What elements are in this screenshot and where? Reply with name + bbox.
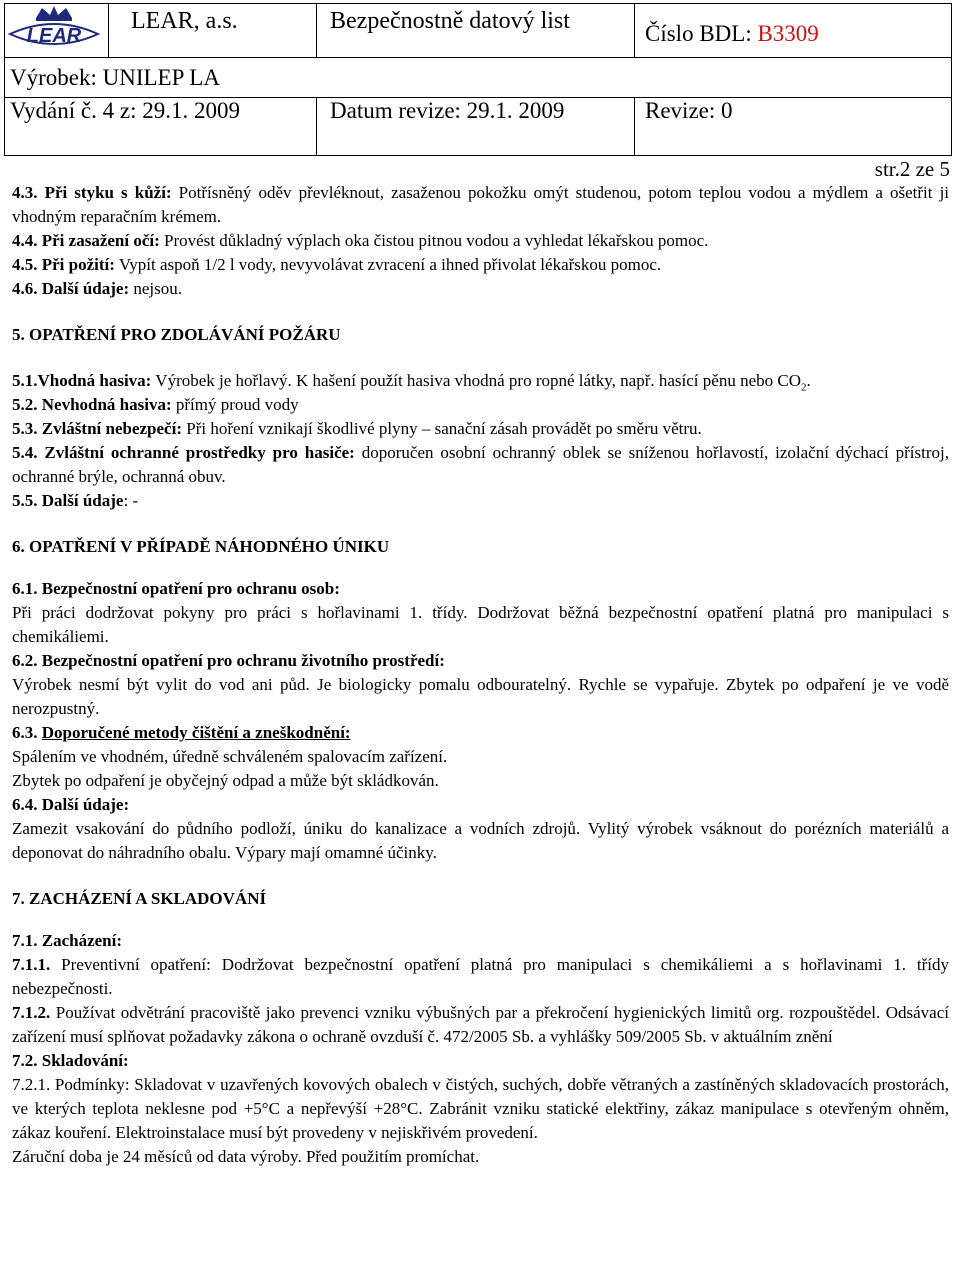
section-number: 5.3. (12, 419, 42, 438)
section-4-3 (12, 181, 949, 229)
revision-date: Datum revize: 29.1. 2009 (330, 98, 565, 123)
section-4-5 (12, 253, 949, 277)
header-divider (108, 3, 109, 58)
header-border-right (951, 3, 952, 156)
header-divider (634, 3, 635, 58)
section-title: Zacházení: (41, 931, 123, 950)
section-number: 5.2. (12, 395, 42, 414)
section-title: Nevhodná hasiva: (41, 395, 172, 414)
section-number: 6.2. (12, 651, 42, 670)
bdl-number (645, 21, 819, 47)
lear-logo (6, 4, 102, 52)
section-6-3-text: Spálením ve vhodném, úředně schváleném spalovacím zařízení. (12, 747, 448, 766)
section-text: Preventivní opatření: Dodržovat bezpečnostní opatření platná pro manipulaci s chemikáliemi a s hořlavinami 1. třídy nebezpečnosti. (12, 955, 949, 998)
section-number: 7.1.2. (12, 1003, 51, 1022)
section-number: 4.4. (12, 231, 42, 250)
page-number: str.2 ze 5 (874, 157, 950, 181)
section-number: 7.1. (12, 931, 42, 950)
section-title: Při zasažení očí: (41, 231, 160, 250)
section-text: : - (123, 491, 139, 510)
header-border-left (4, 3, 5, 156)
section-7-1-1 (12, 953, 949, 1001)
spacer (12, 559, 949, 577)
section-number: 4.5. (12, 255, 42, 274)
section-title: Zvláštní ochranné prostředky pro hasiče: (44, 443, 355, 462)
header-border-top (4, 3, 952, 4)
section-title: Bezpečnostní opatření pro ochranu životního prostředí: (41, 651, 445, 670)
section-5-5 (12, 489, 949, 513)
section-text: Při hoření vznikají škodlivé plyny – sanační zásah provádět po směru větru. (182, 419, 702, 438)
section-number: 7.2. (12, 1051, 42, 1070)
revision-number: Revize: 0 (645, 98, 733, 123)
spacer (12, 513, 949, 535)
section-5-3 (12, 417, 949, 441)
section-title: Bezpečnostní opatření pro ochranu osob: (41, 579, 340, 598)
heading-section-5: 5. OPATŘENÍ PRO ZDOLÁVÁNÍ POŽÁRU (12, 325, 341, 344)
section-text: doporučen osobní ochranný oblek se sníženou hořlavostí, izolační dýchací přístroj, ochranné brýle, ochranná obuv. (12, 443, 949, 486)
section-6-1 (12, 577, 949, 601)
section-number: 4.6. (12, 279, 42, 298)
bdl-label: Číslo BDL: (645, 21, 758, 46)
section-text: . (806, 371, 811, 390)
section-6-4 (12, 793, 949, 817)
section-title: Skladování: (41, 1051, 129, 1070)
section-7-2-1: 7.2.1. Podmínky: Skladovat v uzavřených kovových obalech v čistých, suchých, dobře větraných a zastíněných skladovacích prostorách, ve kterých teplota neklesne pod +5°C a nepřevýší +28°C. Zabránit vzniku statické elektřiny, zákaz manipulace s otevřeným ohněm, zákaz kouření. Elektroinstalace musí být provedeny v nejiskřivém provedení. (12, 1075, 949, 1142)
section-4-4 (12, 229, 949, 253)
section-number: 6.1. (12, 579, 42, 598)
warranty-note: Záruční doba je 24 měsíců od data výroby. Před použitím promíchat. (12, 1147, 480, 1166)
section-text: nejsou. (129, 279, 183, 298)
section-title: Při styku s kůží: (44, 183, 172, 202)
company-name: LEAR, a.s. (131, 8, 238, 34)
section-title: Zvláštní nebezpečí: (41, 419, 182, 438)
spacer (12, 301, 949, 323)
section-5-4 (12, 441, 949, 489)
section-6-2 (12, 649, 949, 673)
section-7-2 (12, 1049, 949, 1073)
section-text: Potřísněný oděv převléknout, zasaženou pokožku omýt studenou, potom teplou vodou a mýdlem a ošetřit ji vhodným reparačním krémem. (12, 183, 950, 226)
header-border-bottom (4, 155, 952, 156)
section-6-2-text: Výrobek nesmí být vylit do vod ani půd. Je biologicky pomalu odbouratelný. Rychle se vypařuje. Zbytek po odpaření je ve vodě nerozpustný. (12, 675, 949, 718)
section-text: Provést důkladný výplach oka čistou pitnou vodou a vyhledat lékařskou pomoc. (159, 231, 709, 250)
section-title: Další údaje (41, 491, 124, 510)
header-divider (4, 57, 952, 58)
heading-section-7: 7. ZACHÁZENÍ A SKLADOVÁNÍ (12, 889, 267, 908)
heading-section-6: 6. OPATŘENÍ V PŘÍPADĚ NÁHODNÉHO ÚNIKU (12, 537, 390, 556)
issue-info: Vydání č. 4 z: 29.1. 2009 (10, 98, 240, 123)
section-number: 5.4. (12, 443, 45, 462)
section-number: 5.5. (12, 491, 42, 510)
header-divider (316, 3, 317, 58)
header-divider (634, 97, 635, 156)
section-text: Výrobek je hořlavý. K hašení použít hasiva vhodná pro ropné látky, např. hasící pěnu nebo CO (151, 371, 801, 390)
section-number: 6.4. (12, 795, 42, 814)
doc-type: Bezpečnostně datový list (330, 8, 570, 34)
section-text: přímý proud vody (171, 395, 299, 414)
spacer (12, 911, 949, 929)
document-header (0, 0, 960, 156)
section-title: Při požití: (41, 255, 115, 274)
bdl-value: B3309 (757, 21, 819, 46)
section-title: Doporučené metody čištění a zneškodnění: (41, 723, 351, 742)
document-body (12, 181, 949, 1169)
spacer (12, 865, 949, 887)
section-6-3 (12, 721, 949, 745)
spacer (12, 347, 949, 369)
section-6-4-text: Zamezit vsakování do půdního podloží, úniku do kanalizace a vodních zdrojů. Vylitý výrobek vsáknout do porézních materiálů a deponovat do náhradního obalu. Výpary mají omamné účinky. (12, 819, 949, 862)
section-text: Vypít aspoň 1/2 l vody, nevyvolávat zvracení a ihned přivolat lékařskou pomoc. (114, 255, 662, 274)
section-4-6 (12, 277, 949, 301)
section-text: Používat odvětrání pracoviště jako prevenci vzniku výbušných par a překročení hygienických limitů org. rozpouštědel. Odsávací zařízení musí splňovat požadavky zákona o ochraně ovzduší č. 472/2005 Sb. a vyhlášky 509/2005 Sb. v aktuálním znění (12, 1003, 949, 1046)
section-5-1 (12, 369, 949, 393)
product-name (10, 65, 220, 91)
section-number: 6.3. (12, 723, 42, 742)
section-7-1 (12, 929, 949, 953)
section-number: 7.1.1. (12, 955, 51, 974)
section-7-1-2 (12, 1001, 949, 1049)
section-title: Vhodná hasiva: (37, 371, 152, 390)
section-5-2 (12, 393, 949, 417)
svg-text:LEAR: LEAR (26, 25, 82, 47)
section-title: Další údaje: (41, 279, 130, 298)
section-number: 4.3. (12, 183, 45, 202)
section-number: 5.1. (12, 371, 38, 390)
product-value: UNILEP LA (102, 65, 220, 90)
section-6-1-text: Při práci dodržovat pokyny pro práci s hořlavinami 1. třídy. Dodržovat běžná bezpečnostní opatření platná pro manipulaci s chemikáliemi. (12, 603, 949, 646)
section-title: Další údaje: (41, 795, 130, 814)
subscript: 2 (800, 381, 807, 394)
product-label: Výrobek: (10, 65, 103, 90)
header-divider (316, 97, 317, 156)
section-6-3-text: Zbytek po odpaření je obyčejný odpad a může být skládkován. (12, 771, 439, 790)
